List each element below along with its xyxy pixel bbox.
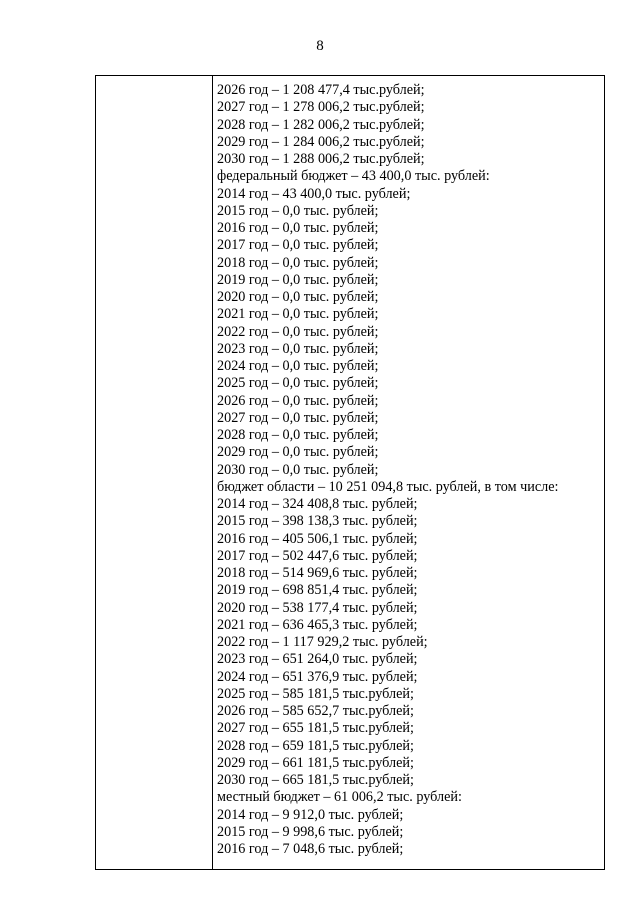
- budget-line: 2015 год – 9 998,6 тыс. рублей;: [217, 823, 404, 840]
- budget-line: 2026 год – 1 208 477,4 тыс.рублей;: [217, 82, 425, 98]
- budget-line: 2020 год – 538 177,4 тыс. рублей;: [217, 599, 418, 616]
- budget-line: 2029 год – 0,0 тыс. рублей;: [217, 444, 379, 461]
- budget-line: 2029 год – 1 284 006,2 тыс.рублей;: [217, 133, 425, 150]
- budget-line: 2021 год – 0,0 тыс. рублей;: [217, 306, 379, 323]
- budget-line: 2019 год – 698 851,4 тыс. рублей;: [217, 582, 418, 599]
- budget-line: 2024 год – 651 376,9 тыс. рублей;: [217, 668, 418, 685]
- budget-line: 2027 год – 0,0 тыс. рублей;: [217, 409, 379, 426]
- budget-line: 2017 год – 502 447,6 тыс. рублей;: [217, 547, 418, 564]
- page-number: 8: [316, 38, 324, 54]
- budget-line: 2022 год – 1 117 929,2 тыс. рублей;: [217, 634, 428, 650]
- budget-line: 2027 год – 1 278 006,2 тыс.рублей;: [217, 99, 425, 116]
- budget-line: 2021 год – 636 465,3 тыс. рублей;: [217, 616, 418, 633]
- budget-line: 2026 год – 0,0 тыс. рублей;: [217, 392, 379, 409]
- budget-line: 2016 год – 0,0 тыс. рублей;: [217, 220, 379, 236]
- budget-line: местный бюджет – 61 006,2 тыс. рублей:: [217, 789, 462, 806]
- table-left-column: [96, 76, 213, 869]
- budget-line: 2029 год – 661 181,5 тыс.рублей;: [217, 754, 414, 771]
- budget-line: 2025 год – 0,0 тыс. рублей;: [217, 375, 379, 392]
- budget-table: [95, 75, 605, 870]
- budget-line: федеральный бюджет – 43 400,0 тыс. рублей:: [217, 168, 490, 185]
- budget-line: 2014 год – 43 400,0 тыс. рублей;: [217, 185, 411, 202]
- budget-line: 2028 год – 0,0 тыс. рублей;: [217, 427, 379, 443]
- budget-line: 2016 год – 7 048,6 тыс. рублей;: [217, 841, 404, 857]
- budget-line: 2023 год – 0,0 тыс. рублей;: [217, 340, 379, 357]
- table-right-column: [213, 76, 604, 869]
- budget-line: 2015 год – 398 138,3 тыс. рублей;: [217, 513, 418, 530]
- budget-line: 2028 год – 659 181,5 тыс.рублей;: [217, 737, 414, 754]
- budget-line: 2014 год – 9 912,0 тыс. рублей;: [217, 806, 404, 823]
- budget-line: 2023 год – 651 264,0 тыс. рублей;: [217, 651, 418, 668]
- budget-line: 2028 год – 1 282 006,2 тыс.рублей;: [217, 116, 425, 133]
- budget-line: 2018 год – 0,0 тыс. рублей;: [217, 254, 379, 271]
- budget-line: 2024 год – 0,0 тыс. рублей;: [217, 358, 379, 374]
- budget-line: 2026 год – 585 652,7 тыс.рублей;: [217, 703, 414, 719]
- budget-line: 2014 год – 324 408,8 тыс. рублей;: [217, 496, 418, 512]
- budget-line: 2022 год – 0,0 тыс. рублей;: [217, 323, 379, 340]
- budget-line: 2016 год – 405 506,1 тыс. рублей;: [217, 530, 418, 547]
- budget-line: 2018 год – 514 969,6 тыс. рублей;: [217, 565, 418, 581]
- budget-line: 2017 год – 0,0 тыс. рублей;: [217, 237, 379, 254]
- budget-line: 2027 год – 655 181,5 тыс.рублей;: [217, 720, 414, 737]
- budget-line: бюджет области – 10 251 094,8 тыс. рублей, в том числе:: [217, 478, 559, 495]
- budget-line: 2020 год – 0,0 тыс. рублей;: [217, 289, 379, 305]
- budget-line: 2025 год – 585 181,5 тыс.рублей;: [217, 685, 414, 702]
- budget-line: 2030 год – 1 288 006,2 тыс.рублей;: [217, 151, 425, 167]
- budget-line: 2015 год – 0,0 тыс. рублей;: [217, 202, 379, 219]
- budget-line: 2030 год – 0,0 тыс. рублей;: [217, 461, 379, 478]
- budget-line: 2030 год – 665 181,5 тыс.рублей;: [217, 772, 414, 788]
- budget-line: 2019 год – 0,0 тыс. рублей;: [217, 271, 379, 288]
